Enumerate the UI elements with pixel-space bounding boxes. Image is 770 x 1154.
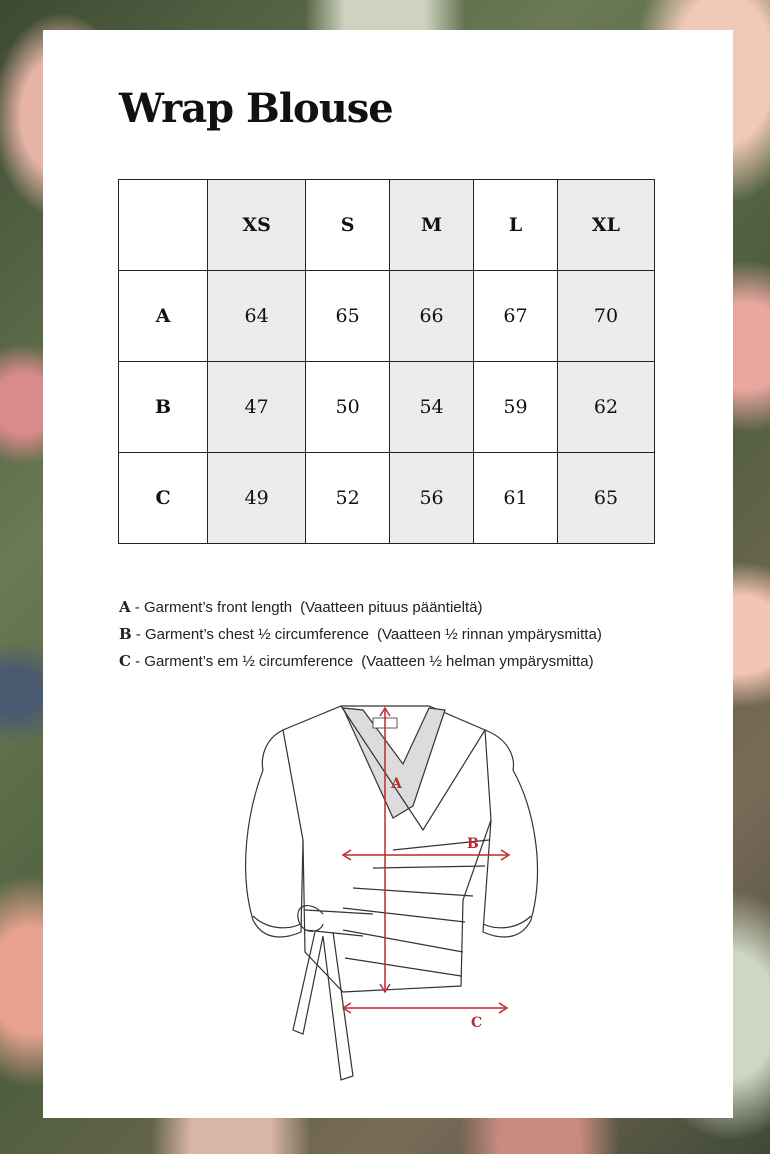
legend-text: - Garment’s chest ½ circumference <box>131 626 369 643</box>
row-label: C <box>119 453 208 544</box>
table-cell: 47 <box>208 362 306 453</box>
blouse-technical-drawing <box>223 700 563 1100</box>
wrap-drape-lines <box>343 840 489 976</box>
table-cell: 56 <box>390 453 474 544</box>
measure-a-label: A <box>391 776 402 792</box>
left-sleeve <box>246 730 303 937</box>
legend-item-b <box>119 621 602 648</box>
table-row <box>119 362 655 453</box>
column-header-xs: XS <box>208 180 306 271</box>
table-header-row <box>119 180 655 271</box>
table-cell: 52 <box>306 453 390 544</box>
row-label: A <box>119 271 208 362</box>
column-header-m: M <box>390 180 474 271</box>
table-row <box>119 271 655 362</box>
table-cell: 70 <box>557 271 654 362</box>
table-cell: 66 <box>390 271 474 362</box>
measure-b-label: B <box>467 836 479 852</box>
legend-text: - Garment’s em ½ circumference <box>130 653 354 670</box>
measure-b-arrow <box>343 850 509 860</box>
column-header-l: L <box>474 180 558 271</box>
legend-translation: (Vaatteen ½ rinnan ympärysmitta) <box>377 626 602 643</box>
table-corner-cell <box>119 180 208 271</box>
table-cell: 61 <box>474 453 558 544</box>
column-header-s: S <box>306 180 390 271</box>
column-header-xl: XL <box>557 180 654 271</box>
legend-letter: B <box>119 625 132 643</box>
table-cell: 64 <box>208 271 306 362</box>
page-title: Wrap Blouse <box>119 85 393 132</box>
measure-c-arrow <box>343 1003 507 1013</box>
size-table <box>118 179 655 544</box>
legend-translation: (Vaatteen pituus pääntieltä) <box>300 599 483 616</box>
table-cell: 65 <box>557 453 654 544</box>
measure-c-label: C <box>471 1015 483 1031</box>
table-cell: 59 <box>474 362 558 453</box>
table-cell: 67 <box>474 271 558 362</box>
table-cell: 54 <box>390 362 474 453</box>
table-row <box>119 453 655 544</box>
table-cell: 62 <box>557 362 654 453</box>
legend-text: - Garment’s front length <box>130 599 293 616</box>
row-label: B <box>119 362 208 453</box>
legend-item-a <box>119 594 602 621</box>
legend-letter: C <box>119 652 131 670</box>
size-chart-card <box>43 30 733 1118</box>
table-cell: 65 <box>306 271 390 362</box>
table-cell: 50 <box>306 362 390 453</box>
legend-item-c <box>119 648 602 675</box>
legend-letter: A <box>119 598 131 616</box>
measurement-legend <box>119 594 602 675</box>
right-cuff <box>483 916 531 928</box>
legend-translation: (Vaatteen ½ helman ympärysmitta) <box>361 653 594 670</box>
table-cell: 49 <box>208 453 306 544</box>
right-sleeve <box>483 730 537 937</box>
left-cuff <box>253 916 301 928</box>
